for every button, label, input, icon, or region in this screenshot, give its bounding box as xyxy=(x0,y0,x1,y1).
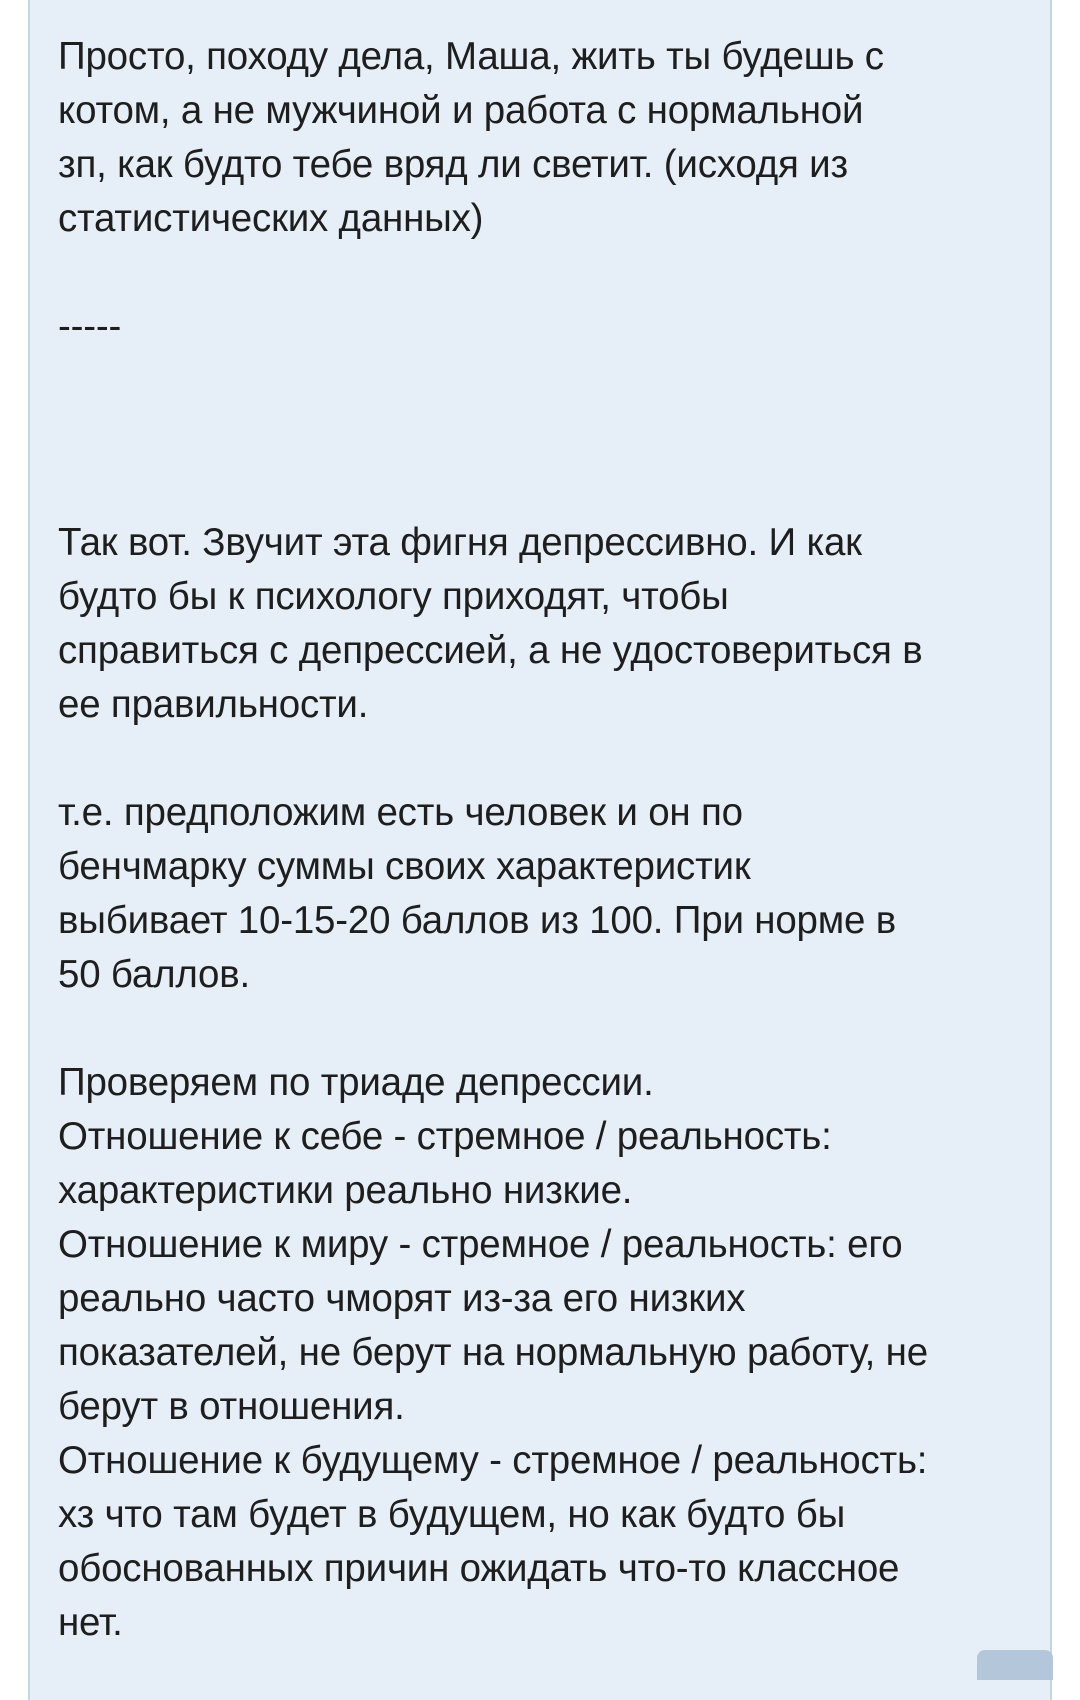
message-line: реально часто чморят из-за его низких xyxy=(58,1277,746,1320)
message-line: выбивает 10-15-20 баллов из 100. При норме в xyxy=(58,899,896,942)
scroll-down-button[interactable] xyxy=(977,1650,1053,1680)
message-line: котом, а не мужчиной и работа с нормальной xyxy=(58,89,864,132)
message-line: характеристики реально низкие. xyxy=(58,1169,633,1212)
blank-line xyxy=(58,1002,1038,1056)
message-text xyxy=(58,30,1038,1650)
message-line: 50 баллов. xyxy=(58,953,251,996)
separator-line: ----- xyxy=(58,305,122,348)
message-line: Отношение к миру - стремное / реальность: его xyxy=(58,1223,903,1266)
message-line: Отношение к себе - стремное / реальность: xyxy=(58,1115,832,1158)
message-line: будто бы к психологу приходят, чтобы xyxy=(58,575,729,618)
message-line: Так вот. Звучит эта фигня депрессивно. И как xyxy=(58,521,862,564)
message-line: хз что там будет в будущем, но как будто бы xyxy=(58,1493,846,1536)
message-line: справиться с депрессией, а не удостовериться в xyxy=(58,629,923,672)
message-line: т.е. предположим есть человек и он по xyxy=(58,791,743,834)
message-line: показателей, не берут на нормальную работу, не xyxy=(58,1331,928,1374)
blank-line xyxy=(58,354,1038,408)
message-line: Просто, походу дела, Маша, жить ты будешь с xyxy=(58,35,884,78)
message-line: берут в отношения. xyxy=(58,1385,405,1428)
message-line: зп, как будто тебе вряд ли светит. (исходя из xyxy=(58,143,848,186)
blank-line xyxy=(58,246,1038,300)
message-line: нет. xyxy=(58,1601,123,1644)
blank-line xyxy=(58,462,1038,516)
message-line: статистических данных) xyxy=(58,197,484,240)
blank-line xyxy=(58,732,1038,786)
message-line: бенчмарку суммы своих характеристик xyxy=(58,845,751,888)
message-line: Отношение к будущему - стремное / реальность: xyxy=(58,1439,928,1482)
message-line: ее правильности. xyxy=(58,683,369,726)
message-line: обоснованных причин ожидать что-то классное xyxy=(58,1547,900,1590)
message-line: Проверяем по триаде депрессии. xyxy=(58,1061,654,1104)
blank-line xyxy=(58,408,1038,462)
